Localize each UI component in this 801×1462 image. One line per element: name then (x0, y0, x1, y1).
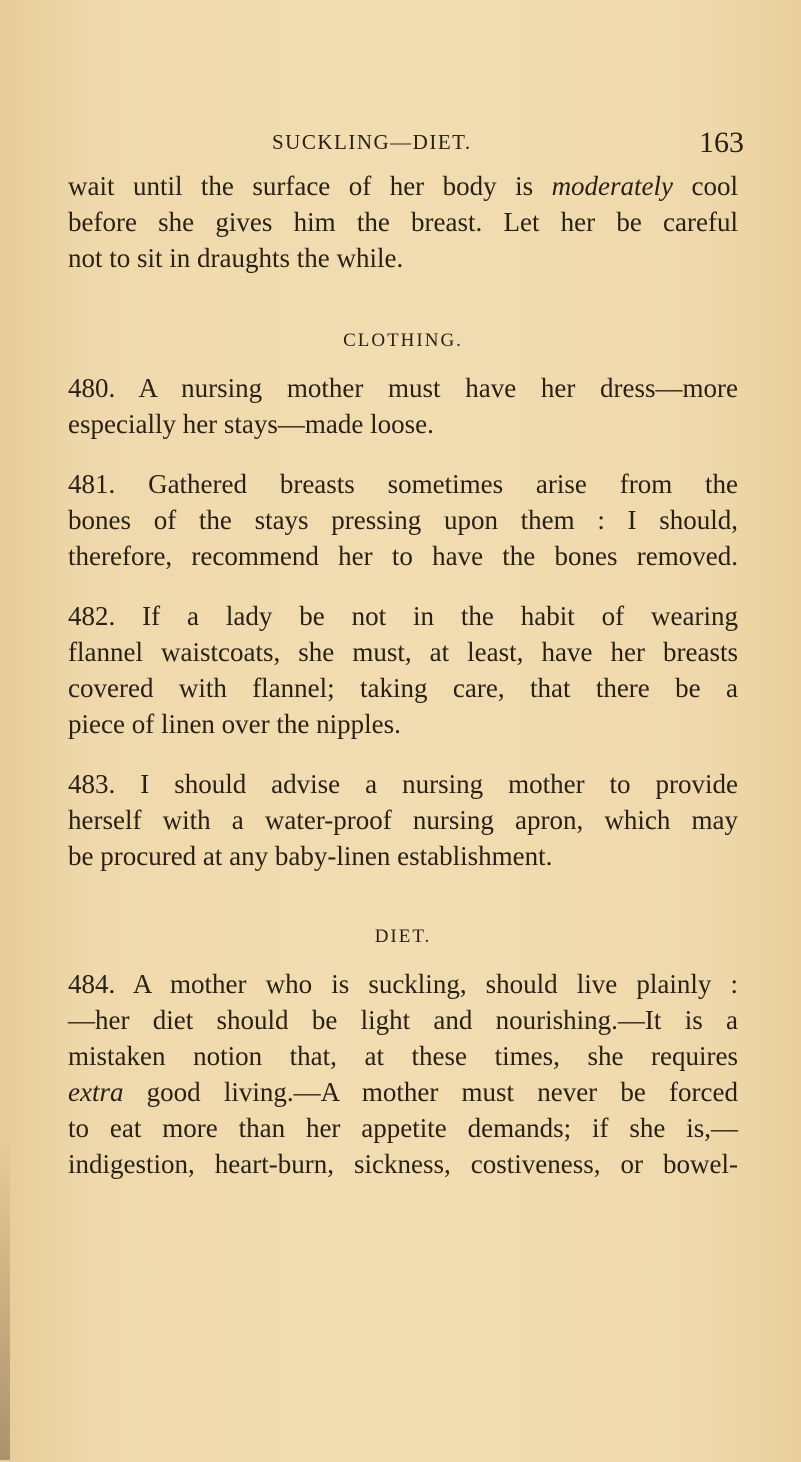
emphasis-text: extra (68, 1077, 124, 1107)
page-header (0, 126, 801, 166)
text-line: therefore, recommend her to have the bones removed. (68, 541, 738, 571)
emphasis-text: moderately (551, 171, 674, 201)
text-line: mistaken notion that, at these times, she requires (68, 1041, 738, 1071)
text-line: 484. A mother who is suckling, should live plainly : (68, 969, 738, 999)
text-line: —her diet should be light and nourishing.—It is a (68, 1005, 738, 1035)
page-number: 163 (699, 126, 744, 159)
paragraph-483 (68, 766, 738, 874)
text-line: 482. If a lady be not in the habit of wearing (68, 601, 738, 631)
running-head: SUCKLING—DIET. (272, 130, 472, 154)
text-line: be procured at any baby-linen establishment. (68, 841, 553, 871)
text-line: to eat more than her appetite demands; if she is,— (68, 1113, 738, 1143)
text-line (68, 168, 738, 204)
text-line: 481. Gathered breasts sometimes arise from the (68, 469, 738, 499)
text-line: indigestion, heart-burn, sickness, costiveness, or bowel- (68, 1149, 738, 1179)
page-edge-shadow (0, 1140, 10, 1460)
text-line: not to sit in draughts the while. (68, 243, 404, 273)
text-line: 483. I should advise a nursing mother to provide (68, 769, 738, 799)
section-heading-diet: DIET. (374, 926, 432, 947)
text-line: especially her stays—made loose. (68, 409, 434, 439)
text-line: herself with a water-proof nursing apron, which may (68, 805, 738, 835)
text-line: 480. A nursing mother must have her dress—more (68, 373, 738, 403)
text-line: before she gives him the breast. Let her be careful (68, 207, 738, 237)
section-heading-clothing: CLOTHING. (343, 330, 463, 351)
paragraph-482 (68, 598, 738, 742)
text-run: cool (673, 171, 738, 201)
text-run: good living.—A mother must never be forced (123, 1077, 738, 1107)
paragraph-484 (68, 966, 738, 1182)
paragraph-480 (68, 370, 738, 442)
text-line (68, 1074, 738, 1110)
page-body (68, 168, 738, 1182)
text-line: piece of linen over the nipples. (68, 709, 401, 739)
paragraph-481 (68, 466, 738, 574)
text-line: bones of the stays pressing upon them : I should, (68, 505, 738, 535)
text-run: wait until the surface of her body is (68, 171, 552, 201)
paragraph-continued (68, 168, 738, 276)
text-line: flannel waistcoats, she must, at least, have her breasts (68, 637, 738, 667)
text-line: covered with flannel; taking care, that there be a (68, 673, 738, 703)
